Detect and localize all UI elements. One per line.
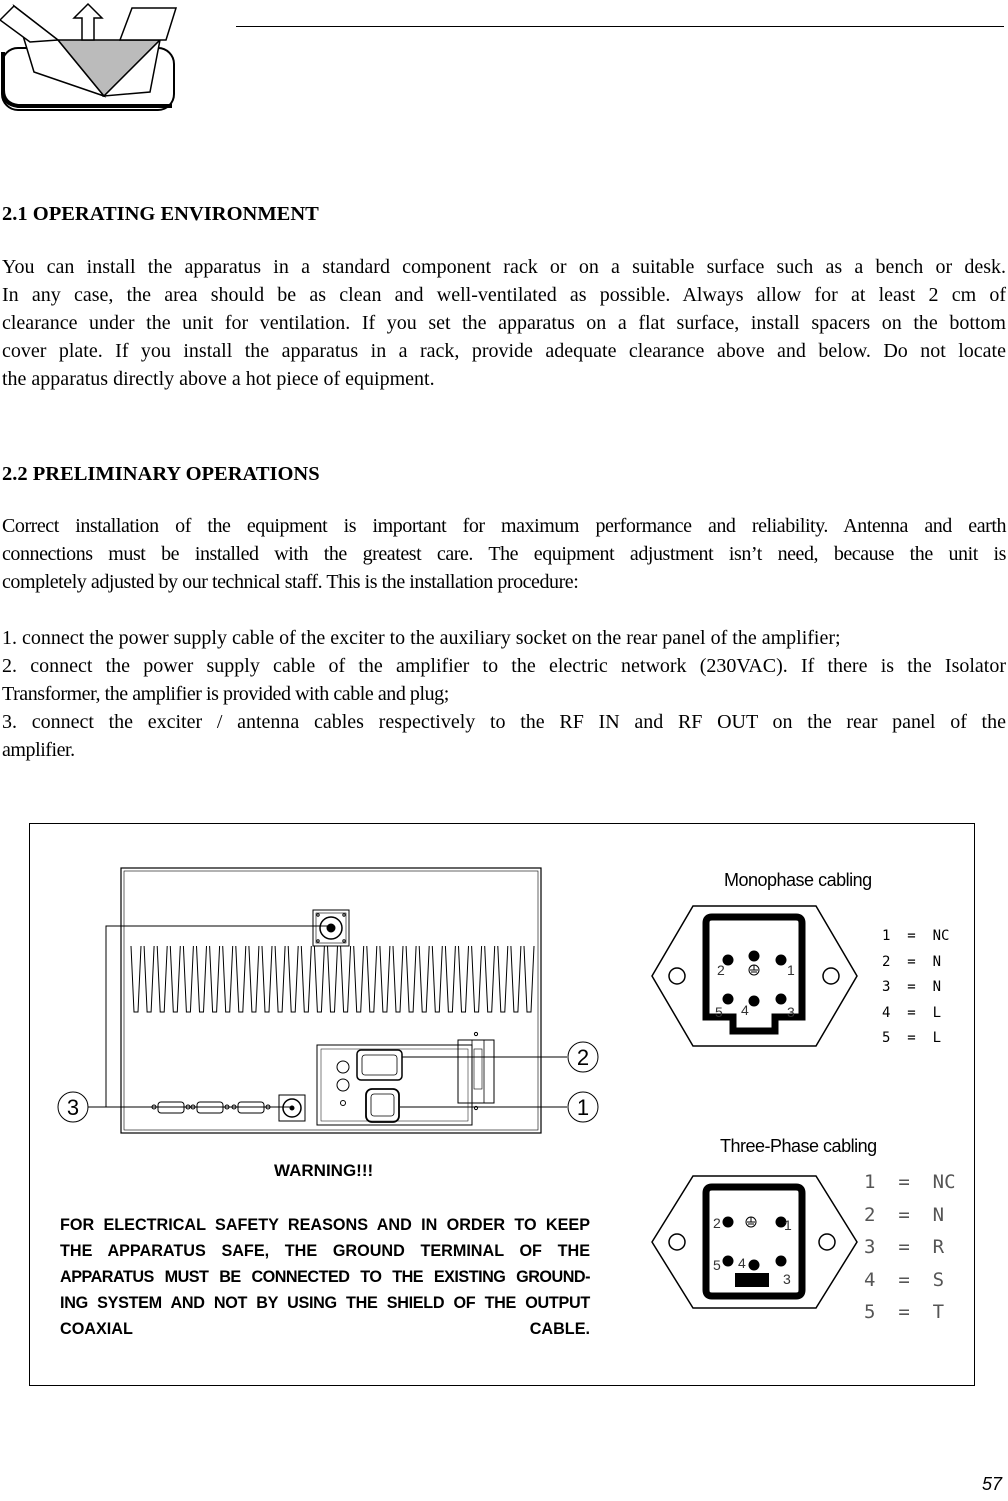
- warning-line: COAXIAL CABLE.: [60, 1320, 590, 1338]
- three-pin-5: 5: [713, 1257, 721, 1273]
- callout-2: [568, 1042, 598, 1072]
- callout-1: [568, 1092, 598, 1122]
- heatsink-fin: [275, 946, 285, 1012]
- pin-row: 3 = R: [864, 1236, 945, 1258]
- pin-row: 4 = S: [864, 1268, 945, 1291]
- heatsink-fin: [210, 946, 220, 1012]
- pin-row: 5 = L: [882, 1030, 942, 1046]
- mono-pin-3: 3: [787, 1004, 795, 1020]
- warning-title: WARNING!!!: [274, 1161, 374, 1180]
- heatsink-fin: [380, 946, 390, 1012]
- mono-pin-2: 2: [717, 962, 725, 978]
- warning-line: ING SYSTEM AND NOT BY USING THE SHIELD OF THE OUTPUT: [60, 1294, 590, 1312]
- section-heading-operating-environment: 2.1 OPERATING ENVIRONMENT: [2, 203, 319, 225]
- heatsink-fin: [511, 946, 521, 1012]
- step-2-line-1: 2. connect the power supply cable of the amplifier to the electric network (230VAC). If there is the Isolator: [2, 655, 1006, 677]
- text-line: Correct installation of the equipment is important for maximum performance and reliability. Antenna and earth: [2, 515, 1006, 537]
- pin-row: 1 = NC: [864, 1171, 956, 1193]
- text-line: the apparatus directly above a hot piece of equipment.: [2, 368, 435, 390]
- heatsink-fin: [472, 946, 482, 1012]
- heatsink-fin: [406, 946, 416, 1012]
- heatsink-fin: [301, 946, 311, 1012]
- heatsink-fin: [419, 946, 429, 1012]
- monophase-caption: Monophase cabling: [724, 870, 872, 890]
- pin-row: 4 = L: [882, 1004, 942, 1021]
- heatsink-fin: [236, 946, 246, 1012]
- heatsink-fin: [183, 946, 193, 1012]
- heatsink-fin: [445, 946, 455, 1012]
- heatsink-fin: [498, 946, 508, 1012]
- threephase-caption: Three-Phase cabling: [720, 1136, 877, 1156]
- monophase-connector: [652, 906, 857, 1046]
- heatsink-fin: [459, 946, 469, 1012]
- rf-connector-top: [313, 910, 349, 946]
- mono-pin-1: 1: [787, 962, 795, 978]
- section-heading-preliminary-operations: 2.2 PRELIMINARY OPERATIONS: [2, 463, 320, 485]
- monophase-pin-table: [882, 924, 949, 1052]
- callout-3: [58, 1092, 88, 1122]
- callout-1-label: 1: [576, 1095, 590, 1120]
- heatsink-fin: [485, 946, 495, 1012]
- step-3-line-2: amplifier.: [2, 739, 75, 761]
- text-line: completely adjusted by our technical staff. This is the installation procedure:: [2, 571, 579, 593]
- power-section: [317, 1032, 494, 1125]
- callout-2-label: 2: [576, 1045, 590, 1070]
- heatsink-fin: [393, 946, 403, 1012]
- heatsink-fin: [524, 946, 534, 1012]
- page-number: 57: [981, 1474, 1002, 1494]
- three-pin-4: 4: [738, 1255, 746, 1271]
- heatsink-fin: [197, 946, 207, 1012]
- text-line: cover plate. If you install the apparatus in a rack, provide adequate clearance above and below. Do not locate: [2, 340, 1006, 362]
- three-pin-3: 3: [783, 1271, 791, 1287]
- warning-text: [60, 1212, 590, 1342]
- heatsink-fin: [223, 946, 233, 1012]
- mono-pin-4: 4: [741, 1002, 749, 1018]
- pin-row: 3 = N: [882, 979, 942, 995]
- threephase-connector: [652, 1176, 857, 1308]
- three-pin-2: 2: [713, 1215, 721, 1231]
- heatsink-fin: [131, 946, 141, 1012]
- step-3-line-1: 3. connect the exciter / antenna cables respectively to the RF IN and RF OUT on the rear panel of the: [2, 711, 1006, 733]
- pin-row: 2 = N: [882, 953, 942, 970]
- callout-3-label: 3: [66, 1095, 80, 1120]
- three-pin-1: 1: [784, 1217, 792, 1233]
- step-1: 1. connect the power supply cable of the exciter to the auxiliary socket on the rear panel of the amplifier;: [2, 627, 841, 649]
- text-line: You can install the apparatus in a standard component rack or on a suitable surface such as a bench or desk.: [2, 256, 1006, 278]
- text-line: clearance under the unit for ventilation. If you set the apparatus on a flat surface, install spacers on the bottom: [2, 312, 1006, 334]
- mono-pin-5: 5: [715, 1004, 723, 1020]
- pin-row: 5 = T: [864, 1301, 945, 1323]
- heatsink-fins: [131, 946, 534, 1012]
- rf-connector-bottom: [279, 1095, 305, 1121]
- heatsink-fin: [262, 946, 272, 1012]
- pin-row: 2 = N: [864, 1203, 945, 1226]
- warning-line: FOR ELECTRICAL SAFETY REASONS AND IN ORDER TO KEEP: [60, 1216, 590, 1234]
- heatsink-fin: [144, 946, 154, 1012]
- warning-line: APPARATUS MUST BE CONNECTED TO THE EXISTING GROUND-: [60, 1268, 590, 1286]
- heatsink-fin: [432, 946, 442, 1012]
- heatsink-fin: [314, 946, 324, 1012]
- heatsink-fin: [249, 946, 259, 1012]
- heatsink-fin: [328, 946, 338, 1012]
- pin-row: 1 = NC: [882, 928, 950, 944]
- heatsink-fin: [341, 946, 351, 1012]
- text-line: In any case, the area should be as clean and well-ventilated as possible. Always allow for at least 2 cm of: [2, 284, 1006, 306]
- heatsink-fin: [354, 946, 364, 1012]
- heatsink-fin: [170, 946, 180, 1012]
- heatsink-fin: [288, 946, 298, 1012]
- threephase-pin-table: [864, 1166, 956, 1329]
- text-line: connections must be installed with the greatest care. The equipment adjustment isn’t need, because the unit is: [2, 543, 1006, 565]
- heatsink-fin: [157, 946, 167, 1012]
- heatsink-fin: [367, 946, 377, 1012]
- warning-line: THE APPARATUS SAFE, THE GROUND TERMINAL OF THE: [60, 1242, 590, 1260]
- rear-panel: [121, 868, 541, 1133]
- step-2-line-2: Transformer, the amplifier is provided with cable and plug;: [2, 683, 449, 705]
